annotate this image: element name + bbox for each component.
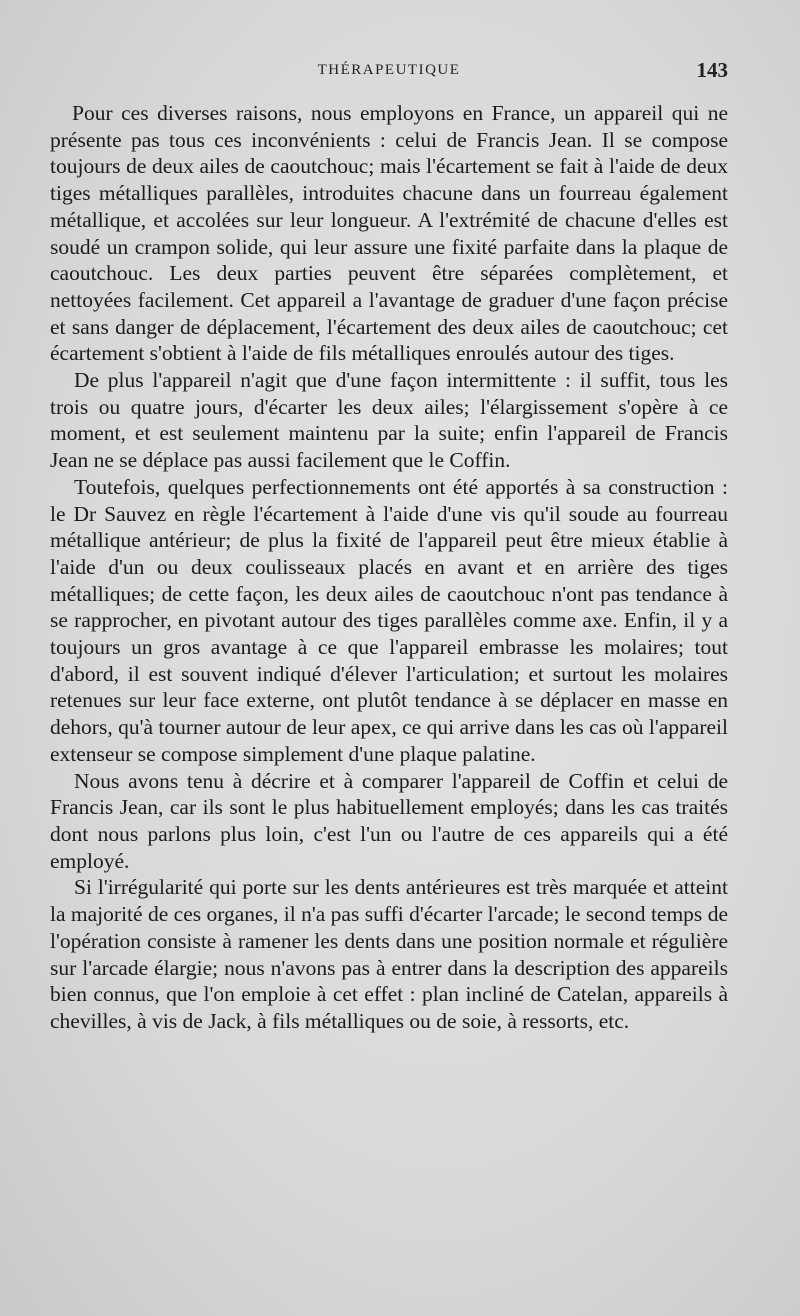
running-title: THÉRAPEUTIQUE	[317, 62, 461, 78]
paragraph: Nous avons tenu à décrire et à comparer l'appareil de Coffin et celui de Francis Jean, car ils sont le plus habituellement employés; dans les cas traités dont nous parlons plus loin, c'est l'un ou l'autre de ces appareils qui a été employé.	[50, 768, 728, 873]
page-number: 143	[696, 58, 728, 82]
paragraph: Pour ces diverses raisons, nous employons en France, un appareil qui ne présente pas tous ces inconvénients : celui de Francis Jean. Il se compose toujours de deux ailes de caoutchouc; mais l'écartement se fait à l'aide de deux tiges métalliques parallèles, introduites chacune dans un fourreau également métallique, et accolées sur leur longueur. A l'extrémité de chacune d'elles est soudé un crampon solide, qui leur assure une fixité parfaite dans la plaque de caoutchouc. Les deux parties peuvent être séparées complètement, et nettoyées facilement. Cet appareil a l'avantage de graduer d'une façon précise et sans danger de déplacement, l'écartement des deux ailes de caoutchouc; cet écartement s'obtient à l'aide de fils métalliques enroulés autour des tiges.	[50, 101, 728, 366]
page-header	[50, 58, 728, 86]
paragraph: Si l'irrégularité qui porte sur les dents antérieures est très marquée et atteint la majorité de ces organes, il n'a pas suffi d'écarter l'arcade; le second temps de l'opération consiste à ramener les dents dans une position normale et régulière sur l'arcade élargie; nous n'avons pas à entrer dans la description des appareils bien connus, que l'on emploie à cet effet : plan incliné de Catelan, appareils à chevilles, à vis de Jack, à fils métalliques ou de soie, à ressorts, etc.	[50, 875, 728, 1033]
body-text	[50, 100, 728, 1035]
paragraph: Toutefois, quelques perfectionnements ont été apportés à sa construction : le Dr Sauvez en règle l'écartement à l'aide d'une vis qu'il soude au fourreau métallique antérieur; de plus la fixité de l'appareil peut être mieux établie à l'aide d'un ou deux coulisseaux placés en avant et en arrière des tiges métalliques; de cette façon, les deux ailes de caoutchouc n'ont pas tendance à se rapprocher, en pivotant autour des tiges parallèles comme axe. Enfin, il y a toujours un gros avantage à ce que l'appareil embrasse les molaires; tout d'abord, il est souvent indiqué d'élever l'articulation; et surtout les molaires retenues sur leur face externe, ont plutôt tendance à se déplacer en masse en dehors, qu'à tourner autour de leur apex, ce qui arrive dans les cas où l'appareil extenseur se compose simplement d'une plaque palatine.	[50, 474, 728, 766]
paragraph: De plus l'appareil n'agit que d'une façon intermittente : il suffit, tous les trois ou quatre jours, d'écarter les deux ailes; l'élargissement s'opère à ce moment, et est seulement maintenu par la suite; enfin l'appareil de Francis Jean ne se déplace pas aussi facilement que le Coffin.	[50, 368, 728, 473]
